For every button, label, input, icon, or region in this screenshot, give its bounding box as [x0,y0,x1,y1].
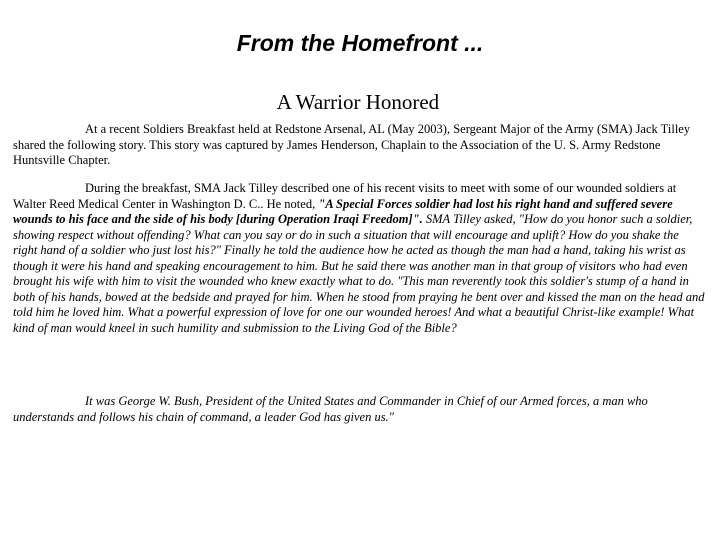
story-intro-text: During the breakfast, SMA Jack Tilley described one of his recent visits to meet with some of our wounded soldiers at Walter Reed Medical Center in Washington D. C.. He noted, [13,181,677,211]
article-heading-text: A Warrior Honored [276,90,440,114]
paragraph-conclusion: It was George W. Bush, President of the United States and Commander in Chief of our Armed forces, a man who understands and follows his chain of command, a leader God has given us." [13,394,648,424]
paragraph-intro: At a recent Soldiers Breakfast held at Redstone Arsenal, AL (May 2003), Sergeant Major of the Army (SMA) Jack Tilley shared the following story. This story was captured by James Henderson, Chaplain to the Association of the U. S. Army Redstone Huntsville Chapter. [13,122,691,167]
story-bold-quote: "A Special Forces soldier had lost his right hand and suffered severe wounds to his face and the side of his body [during Operation Iraqi Freedom]". [13,196,673,226]
story-quote-text: SMA Tilley asked, "How do you honor such a soldier, showing respect without offending? What can you say or do in such a situation that will encourage and uplift? How do you shake the right hand of a soldier who just lost his?" Finally he told the audience how he acted as though the man had a hand, taking his wrist as though it were his hand and speaking encouragement to him. But he said there was another man in that group of visitors who had even brought his wife with him to visit the wounded who knew exactly what to do. "This man reverently took this soldier's stump of a hand in both of his hands, bowed at the bedside and prayed for him. When he stood from praying he bent over and kissed the man on the head and told him he loved him. What a powerful expression of love for one our wounded heroes! And what a beautiful Christ-like example! What kind of man would kneel in such humility and submission to the Living God of the Bible? [13,212,705,335]
article-heading [0,89,720,115]
page-title: From the Homefront ... [236,30,484,56]
paragraph-story [13,181,705,336]
